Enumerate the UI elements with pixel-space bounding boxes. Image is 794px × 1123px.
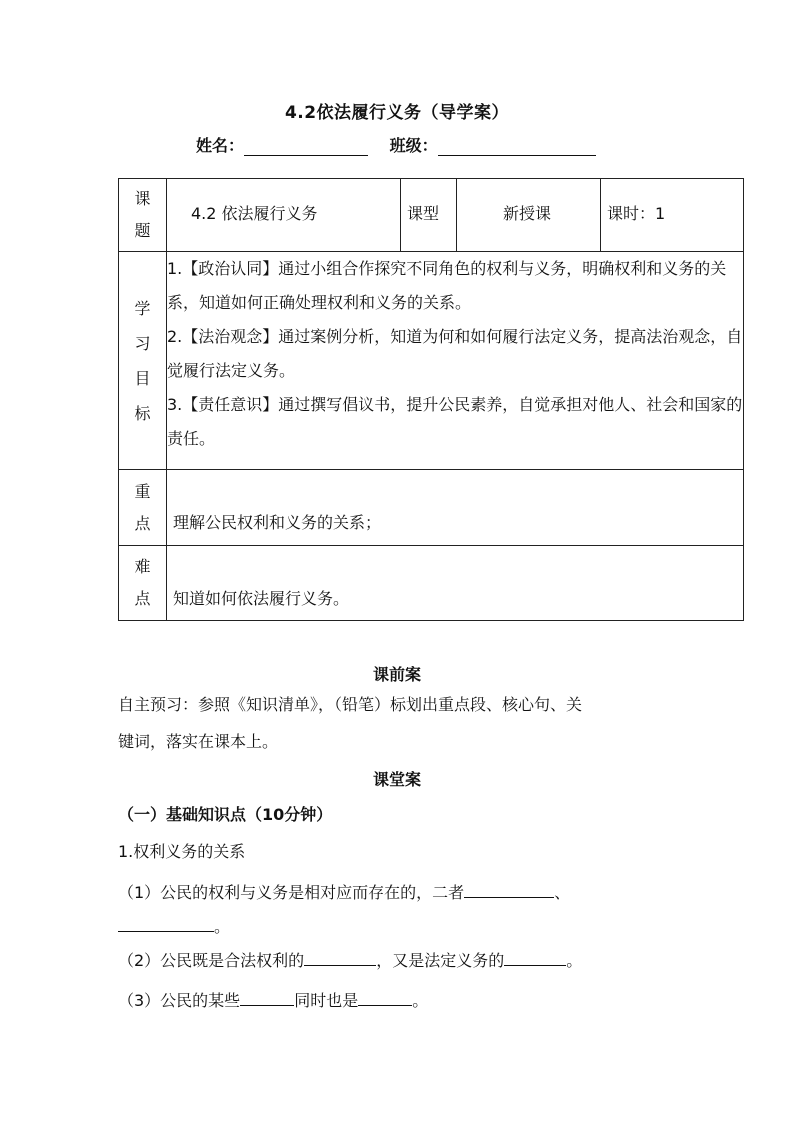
preclass-line-1: 自主预习：参照《知识清单》，（铅笔）标划出重点段、核心句、关 bbox=[118, 695, 583, 714]
blank-2[interactable] bbox=[118, 915, 214, 932]
blank-3[interactable] bbox=[304, 949, 376, 966]
goals-label: 学 习 目 标 bbox=[119, 252, 167, 470]
period-value: 课时：1 bbox=[601, 179, 744, 252]
preclass-heading: 课前案 bbox=[372, 665, 421, 684]
name-class-line bbox=[196, 133, 596, 156]
goal-item: 2.【法治观念】通过案例分析，知道为何和如何履行法定义务，提高法治观念，自觉履行法定义务。 bbox=[167, 327, 743, 380]
difficulty-value: 知道如何依法履行义务。 bbox=[167, 546, 744, 621]
key-value: 理解公民权利和义务的关系； bbox=[167, 470, 744, 546]
question-1-line-1: （1）公民的权利与义务是相对应而存在的，二者 、 bbox=[118, 883, 571, 902]
class-label: 班级： bbox=[389, 136, 438, 155]
key-row bbox=[119, 470, 744, 546]
preclass-line-2: 键词，落实在课本上。 bbox=[118, 732, 279, 751]
blank-5[interactable] bbox=[240, 989, 294, 1006]
goals-row bbox=[119, 252, 744, 470]
blank-6[interactable] bbox=[358, 989, 412, 1006]
name-label: 姓名： bbox=[196, 136, 245, 155]
item-1-title: 1.权利义务的关系 bbox=[118, 842, 246, 861]
key-label: 重 点 bbox=[119, 470, 167, 546]
type-value: 新授课 bbox=[457, 179, 601, 252]
difficulty-row bbox=[119, 546, 744, 621]
topic-row bbox=[119, 179, 744, 252]
page-title: 4.2依法履行义务（导学案） bbox=[284, 103, 510, 123]
section-1-heading: （一）基础知识点（10分钟） bbox=[118, 805, 333, 824]
topic-value: 4.2 依法履行义务 bbox=[167, 179, 401, 252]
topic-label: 课 题 bbox=[119, 179, 167, 252]
goal-item: 3.【责任意识】通过撰写倡议书，提升公民素养，自觉承担对他人、社会和国家的责任。 bbox=[167, 395, 743, 448]
blank-4[interactable] bbox=[504, 949, 566, 966]
lesson-info-table bbox=[118, 178, 744, 621]
goals-content bbox=[167, 252, 744, 470]
goal-item: 1.【政治认同】通过小组合作探究不同角色的权利与义务，明确权利和义务的关系，知道如何正确处理权利和义务的关系。 bbox=[167, 259, 727, 312]
class-blank[interactable] bbox=[438, 137, 596, 156]
inclass-heading: 课堂案 bbox=[372, 770, 421, 789]
type-label: 课型 bbox=[401, 179, 457, 252]
name-blank[interactable] bbox=[244, 137, 368, 156]
question-2: （2）公民既是合法权利的 ，又是法定义务的 。 bbox=[118, 951, 583, 970]
question-3: （3）公民的某些 同时也是 。 bbox=[118, 991, 429, 1010]
blank-1[interactable] bbox=[464, 881, 554, 898]
question-1-line-2: 。 bbox=[118, 912, 230, 942]
difficulty-label: 难 点 bbox=[119, 546, 167, 621]
